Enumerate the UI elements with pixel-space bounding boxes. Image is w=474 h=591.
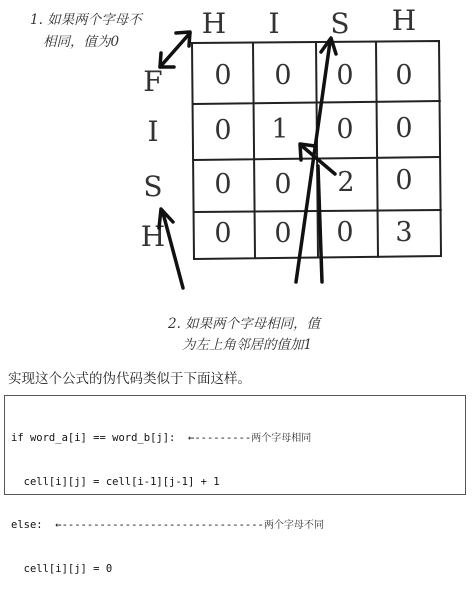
long-arrow-icon bbox=[296, 42, 330, 282]
code-line bbox=[11, 562, 459, 577]
code-text: if word_a[i] == word_b[j]: bbox=[11, 432, 189, 444]
col-letter: I bbox=[268, 7, 280, 40]
grid-cell: 0 bbox=[336, 114, 354, 145]
code-text: cell[i][j] = 0 bbox=[11, 562, 113, 575]
grid-cell: 0 bbox=[274, 218, 292, 249]
note-bottom-line: 2. 如果两个字母相同，值 bbox=[168, 316, 321, 332]
grid-cell: 0 bbox=[395, 60, 413, 91]
code-text: cell[i][j] = cell[i-1][j-1] + 1 bbox=[11, 475, 220, 488]
note-top-line: 相同，值为0 bbox=[43, 34, 120, 50]
code-line bbox=[11, 518, 459, 533]
col-letter: H bbox=[391, 4, 417, 37]
grid-vline bbox=[376, 42, 378, 257]
grid-cell: 0 bbox=[214, 218, 232, 249]
note-bottom-line: 为左上角邻居的值加1 bbox=[182, 337, 313, 353]
code-text: else: bbox=[11, 519, 56, 531]
col-letter: H bbox=[201, 7, 227, 40]
code-line bbox=[11, 431, 459, 446]
row-letter: H bbox=[140, 220, 166, 253]
long-arrow-icon bbox=[318, 166, 322, 282]
grid-cell: 0 bbox=[395, 165, 413, 196]
annotation-arrow: ←--------- bbox=[188, 432, 252, 444]
annotation-arrow: ←-------------------------------- bbox=[55, 519, 264, 531]
grid-cell: 0 bbox=[214, 169, 232, 200]
annotation-note: 两个字母不同 bbox=[263, 520, 324, 531]
grid-cell: 0 bbox=[214, 60, 232, 91]
grid-cell: 0 bbox=[214, 115, 232, 146]
double-arrow-icon bbox=[160, 33, 190, 67]
grid-cell: 0 bbox=[336, 60, 354, 91]
grid-cell: 3 bbox=[395, 217, 413, 248]
row-letter: F bbox=[143, 65, 163, 98]
grid-cell: 2 bbox=[337, 167, 355, 198]
grid-cell: 0 bbox=[274, 60, 292, 91]
code-block bbox=[4, 395, 466, 575]
col-letter: S bbox=[330, 7, 350, 40]
grid-cell: 1 bbox=[271, 114, 289, 145]
grid-cell: 0 bbox=[395, 113, 413, 144]
caption: 实现这个公式的伪代码类似于下面这样。 bbox=[8, 371, 251, 387]
note-top-line: 1. 如果两个字母不 bbox=[30, 12, 142, 28]
grid-vline bbox=[253, 43, 255, 258]
grid-cell: 0 bbox=[274, 169, 292, 200]
grid-hline bbox=[194, 210, 441, 212]
row-letter: S bbox=[143, 170, 163, 203]
grid-cell: 0 bbox=[336, 217, 354, 248]
row-letter: I bbox=[147, 115, 159, 148]
annotation-note: 两个字母相同 bbox=[251, 433, 312, 444]
code-line bbox=[11, 475, 459, 490]
row-arrow-icon bbox=[163, 213, 183, 288]
